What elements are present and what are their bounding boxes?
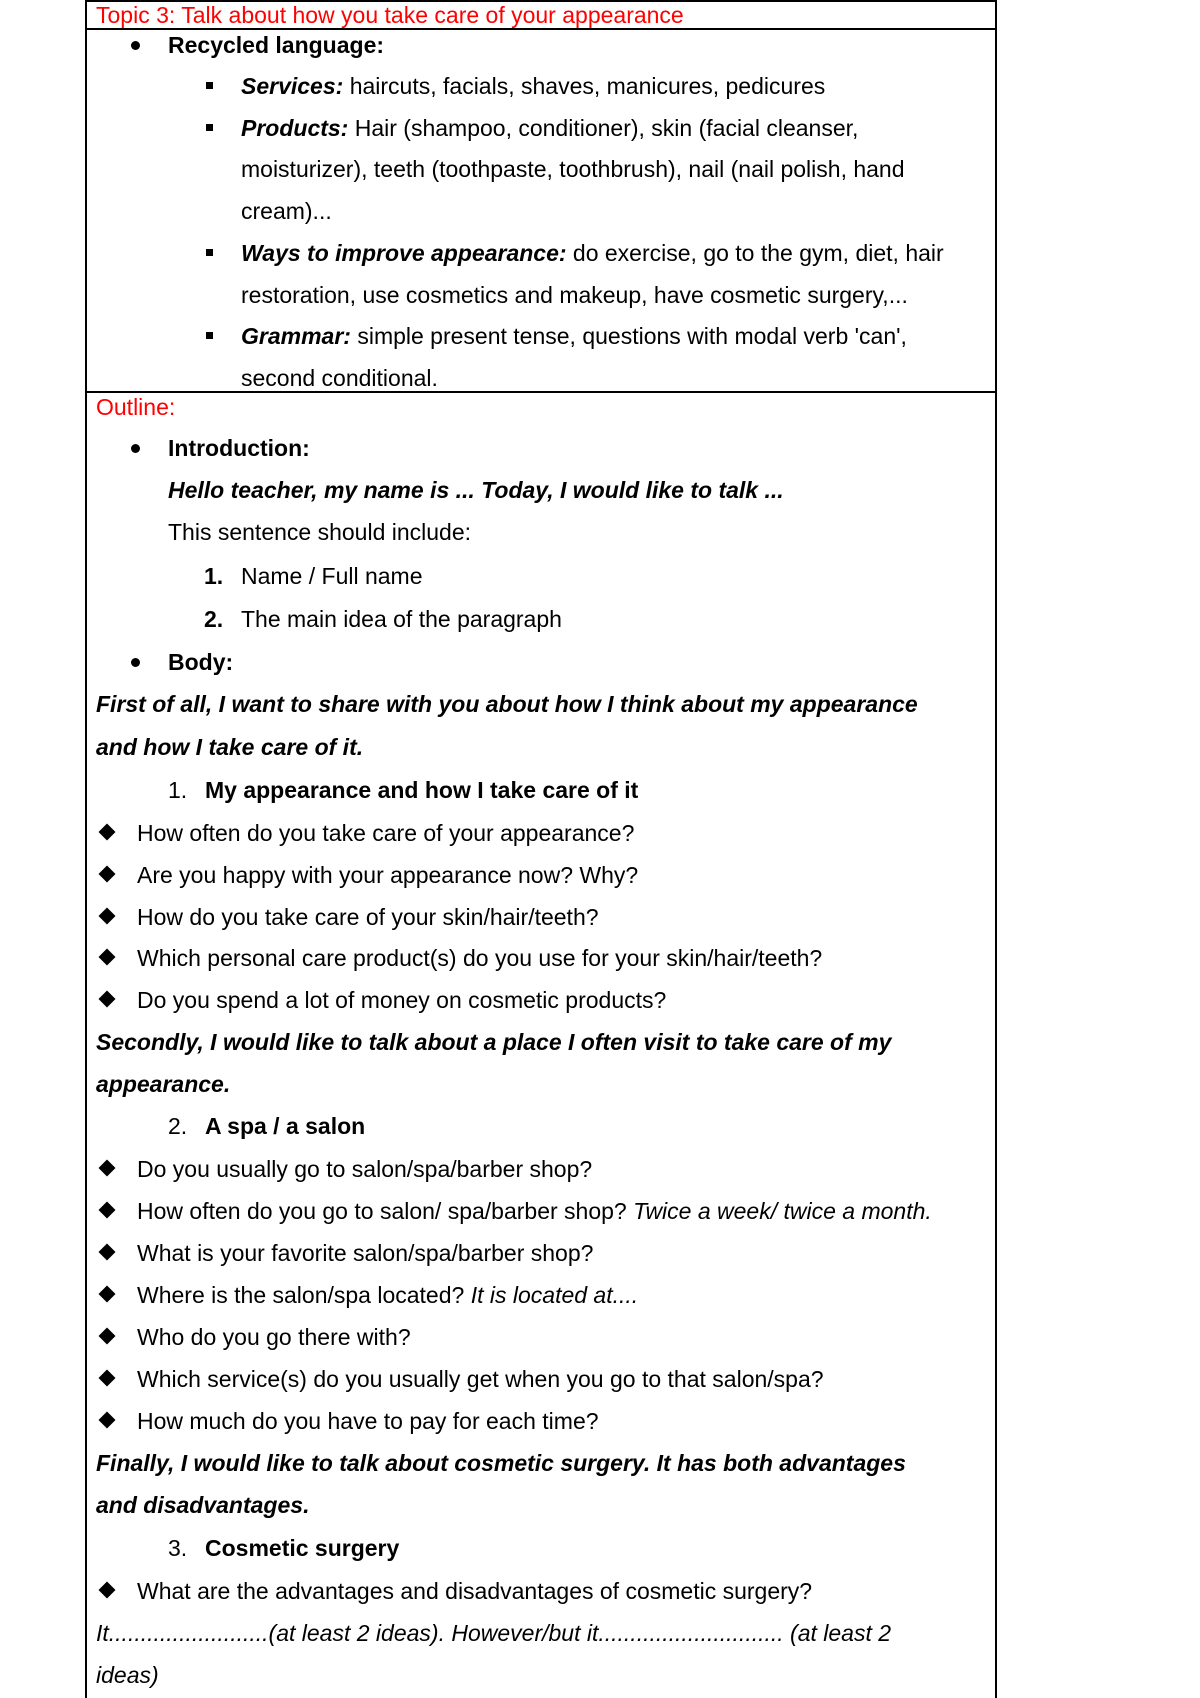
body-heading: Body:	[168, 649, 234, 675]
intro-sentence: Hello teacher, my name is ... Today, I would like to talk ...	[168, 477, 784, 503]
outline-label: Outline:	[96, 394, 176, 420]
grammar-text: simple present tense, questions with modal verb 'can',	[350, 323, 907, 349]
services-line	[241, 72, 825, 100]
list-number: 2.	[204, 606, 224, 632]
table-row-divider	[87, 391, 995, 393]
transition-first: First of all, I want to share with you about how I think about my appearance	[96, 691, 918, 717]
products-text: Hair (shampoo, conditioner), skin (facial cleanser,	[348, 115, 859, 141]
introduction-heading: Introduction:	[168, 435, 310, 461]
question-item: Do you spend a lot of money on cosmetic products?	[137, 987, 667, 1013]
square-bullet-icon	[206, 249, 213, 256]
square-bullet-icon	[206, 124, 213, 131]
question-item: Which personal care product(s) do you use for your skin/hair/teeth?	[137, 945, 823, 971]
ways-text: do exercise, go to the gym, diet, hair	[566, 240, 944, 266]
section-number: 2.	[168, 1113, 188, 1139]
answer-hint: Twice a week/ twice a month.	[633, 1198, 932, 1224]
question-item: How much do you have to pay for each time?	[137, 1408, 599, 1434]
products-line	[241, 114, 858, 142]
bullet-icon	[131, 444, 140, 453]
grammar-line	[241, 322, 907, 350]
section-number: 3.	[168, 1535, 188, 1561]
question-item	[137, 1281, 638, 1309]
transition-final: Finally, I would like to talk about cosmetic surgery. It has both advantages	[96, 1450, 906, 1476]
answer-template-2: ideas)	[96, 1662, 159, 1688]
ways-label: Ways to improve appearance:	[241, 240, 567, 266]
question-item: What is your favorite salon/spa/barber shop?	[137, 1240, 594, 1266]
ways-line	[241, 239, 944, 267]
question-item: How often do you take care of your appearance?	[137, 820, 635, 846]
grammar-label: Grammar:	[241, 323, 351, 349]
bullet-icon	[131, 41, 140, 50]
transition-final-2: and disadvantages.	[96, 1492, 310, 1518]
transition-first-2: and how I take care of it.	[96, 734, 364, 760]
list-number: 1.	[204, 563, 224, 589]
ways-line-2: restoration, use cosmetics and makeup, have cosmetic surgery,...	[241, 282, 908, 308]
recycled-language-heading: Recycled language:	[168, 32, 385, 58]
question-item: Who do you go there with?	[137, 1324, 411, 1350]
question-item: Are you happy with your appearance now? Why?	[137, 862, 639, 888]
square-bullet-icon	[206, 82, 213, 89]
products-line-3: cream)...	[241, 198, 332, 224]
services-label: Services:	[241, 73, 344, 99]
question-text: Where is the salon/spa located?	[137, 1282, 471, 1308]
section-title: A spa / a salon	[205, 1113, 366, 1139]
transition-second-2: appearance.	[96, 1071, 231, 1097]
intro-item: Name / Full name	[241, 563, 423, 589]
products-line-2: moisturizer), teeth (toothpaste, toothbrush), nail (nail polish, hand	[241, 156, 905, 182]
transition-second: Secondly, I would like to talk about a place I often visit to take care of my	[96, 1029, 892, 1055]
question-text: How often do you go to salon/ spa/barber shop?	[137, 1198, 634, 1224]
question-item: What are the advantages and disadvantages of cosmetic surgery?	[137, 1578, 813, 1604]
bullet-icon	[131, 658, 140, 667]
answer-template: It.........................(at least 2 ideas). However/but it............................. (at least 2	[96, 1620, 892, 1646]
question-item	[137, 1197, 932, 1225]
services-text: haircuts, facials, shaves, manicures, pedicures	[343, 73, 826, 99]
answer-hint: It is located at....	[470, 1282, 639, 1308]
section-number: 1.	[168, 777, 188, 803]
grammar-line-2: second conditional.	[241, 365, 438, 391]
intro-note: This sentence should include:	[168, 519, 472, 545]
question-item: Do you usually go to salon/spa/barber shop?	[137, 1156, 593, 1182]
intro-item: The main idea of the paragraph	[241, 606, 562, 632]
question-item: How do you take care of your skin/hair/teeth?	[137, 904, 599, 930]
question-item: Which service(s) do you usually get when you go to that salon/spa?	[137, 1366, 824, 1392]
products-label: Products:	[241, 115, 349, 141]
square-bullet-icon	[206, 332, 213, 339]
topic-title: Topic 3: Talk about how you take care of your appearance	[96, 2, 684, 28]
section-title: My appearance and how I take care of it	[205, 777, 639, 803]
section-title: Cosmetic surgery	[205, 1535, 400, 1561]
